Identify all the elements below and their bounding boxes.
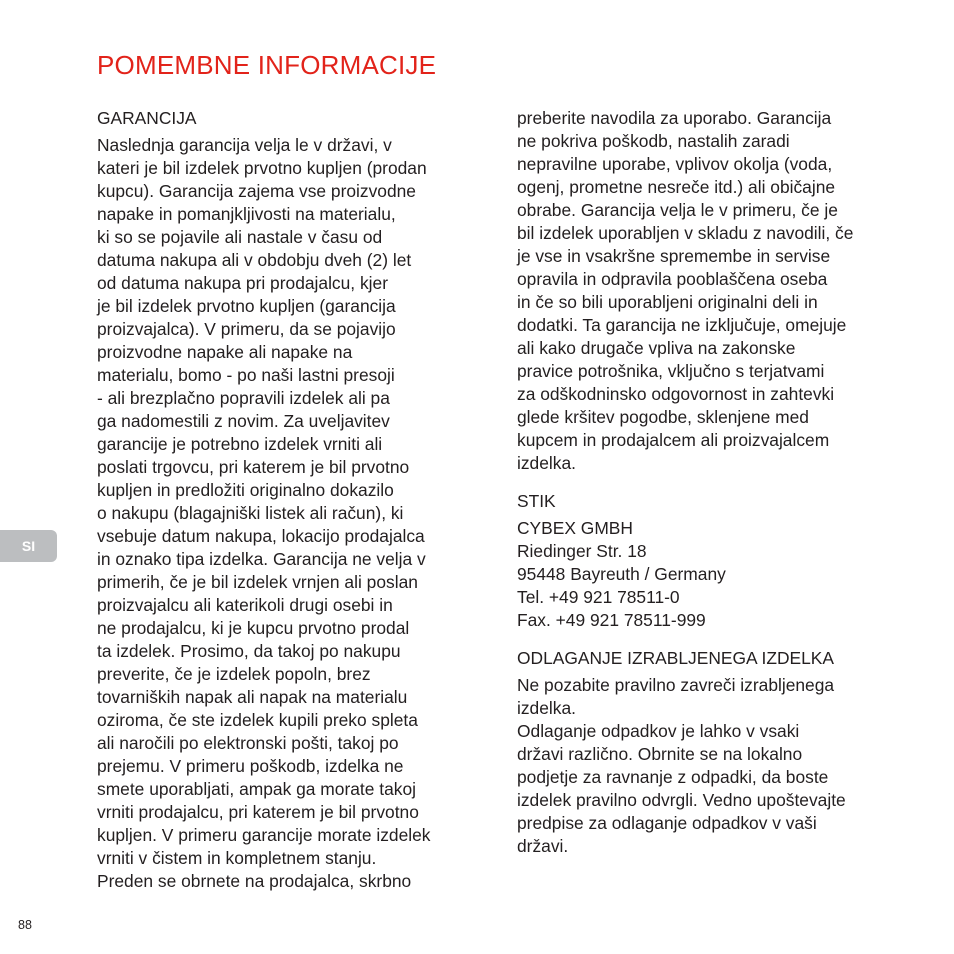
text-line: bil izdelek uporabljen v skladu z navodili, če [517,223,854,243]
text-line: preberite navodila za uporabo. Garancija [517,108,832,128]
text-line: preverite, če je izdelek popoln, brez [97,664,371,684]
text-line: podjetje za ravnanje z odpadki, da boste [517,767,829,787]
text-line: nepravilne uporabe, vplivov okolja (voda, [517,154,833,174]
text-line: Naslednja garancija velja le v državi, v [97,135,392,155]
text-line: je vse in vsakršne spremembe in servise [517,246,831,266]
text-line: o nakupu (blagajniški listek ali račun), ki [97,503,404,523]
phone-number: Tel. +49 921 78511-0 [517,587,680,607]
text-line: in oznako tipa izdelka. Garancija ne velja v [97,549,426,569]
text-line: ki so se pojavile ali nastale v času od [97,227,383,247]
text-line: izdelka. [517,698,576,718]
text-line: kupljen. V primeru garancije morate izdelek [97,825,431,845]
text-line: ne prodajalcu, ki je kupcu prvotno prodal [97,618,410,638]
right-column [517,107,917,858]
address-city: 95448 Bayreuth / Germany [517,564,726,584]
left-column [97,107,487,893]
text-line: napake in pomanjkljivosti na materialu, [97,204,396,224]
text-line: poslati trgovcu, pri katerem je bil prvotno [97,457,410,477]
text-line: materialu, bomo - po naši lastni presoji [97,365,395,385]
text-line: kupcu). Garancija zajema vse proizvodne [97,181,416,201]
address-street: Riedinger Str. 18 [517,541,647,561]
language-tab: SI [0,530,57,562]
text-line: kateri je bil izdelek prvotno kupljen (prodan [97,158,427,178]
text-line: kupcem in prodajalcem ali proizvajalcem [517,430,830,450]
text-line: Ne pozabite pravilno zavreči izrabljenega [517,675,835,695]
text-line: je bil izdelek prvotno kupljen (garancija [97,296,396,316]
text-line: vsebuje datum nakupa, lokacijo prodajalca [97,526,425,546]
text-line: vrniti v čistem in kompletnem stanju. [97,848,377,868]
text-line: proizvajalca). V primeru, da se pojavijo [97,319,396,339]
text-line: od datuma nakupa pri prodajalcu, kjer [97,273,388,293]
fax-number: Fax. +49 921 78511-999 [517,610,706,630]
text-line: dodatki. Ta garancija ne izključuje, omejuje [517,315,847,335]
text-line: proizvodne napake ali napake na [97,342,353,362]
text-line: smete uporabljati, ampak ga morate takoj [97,779,416,799]
text-line: državi. [517,836,569,856]
text-line: oziroma, če ste izdelek kupili preko spleta [97,710,418,730]
text-line: kupljen in predložiti originalno dokazilo [97,480,394,500]
text-line: opravila in odpravila pooblaščena oseba [517,269,828,289]
text-line: ga nadomestili z novim. Za uveljavitev [97,411,390,431]
warranty-heading: GARANCIJA [97,108,197,128]
disposal-heading: ODLAGANJE IZRABLJENEGA IZDELKA [517,648,834,668]
text-line: tovarniških napak ali napak na materialu [97,687,408,707]
text-line: ta izdelek. Prosimo, da takoj po nakupu [97,641,401,661]
text-line: primerih, če je bil izdelek vrnjen ali poslan [97,572,418,592]
disposal-text [517,674,917,858]
text-line: ogenj, prometne nesreče itd.) ali običajne [517,177,836,197]
text-line: garancije je potrebno izdelek vrniti ali [97,434,383,454]
text-line: obrabe. Garancija velja le v primeru, če je [517,200,838,220]
warranty-text-continued [517,107,917,475]
warranty-text [97,134,487,893]
text-line: proizvajalcu ali katerikoli drugi osebi in [97,595,393,615]
text-line: datuma nakupa ali v obdobju dveh (2) let [97,250,412,270]
text-line: ne pokriva poškodb, nastalih zaradi [517,131,790,151]
text-line: Odlaganje odpadkov je lahko v vsaki [517,721,800,741]
text-line: ali kako drugače vpliva na zakonske [517,338,796,358]
text-line: pravice potrošnika, vključno s terjatvami [517,361,825,381]
text-line: izdelka. [517,453,576,473]
page-number: 88 [18,918,32,932]
text-line: prejemu. V primeru poškodb, izdelka ne [97,756,404,776]
text-line: izdelek pravilno odvrgli. Vedno upoštevajte [517,790,846,810]
text-line: za odškodninsko odgovornost in zahtevki [517,384,835,404]
text-line: in če so bili uporabljeni originalni deli in [517,292,818,312]
page-title: POMEMBNE INFORMACIJE [97,50,437,80]
text-line: glede kršitev pogodbe, sklenjene med [517,407,809,427]
text-line: državi različno. Obrnite se na lokalno [517,744,803,764]
text-line: vrniti prodajalcu, pri katerem je bil prvotno [97,802,419,822]
text-line: - ali brezplačno popravili izdelek ali pa [97,388,390,408]
company-name: CYBEX GMBH [517,518,633,538]
text-line: ali naročili po elektronski pošti, takoj po [97,733,399,753]
contact-heading: STIK [517,491,556,511]
text-line: predpise za odlaganje odpadkov v vaši [517,813,817,833]
text-line: Preden se obrnete na prodajalca, skrbno [97,871,412,891]
